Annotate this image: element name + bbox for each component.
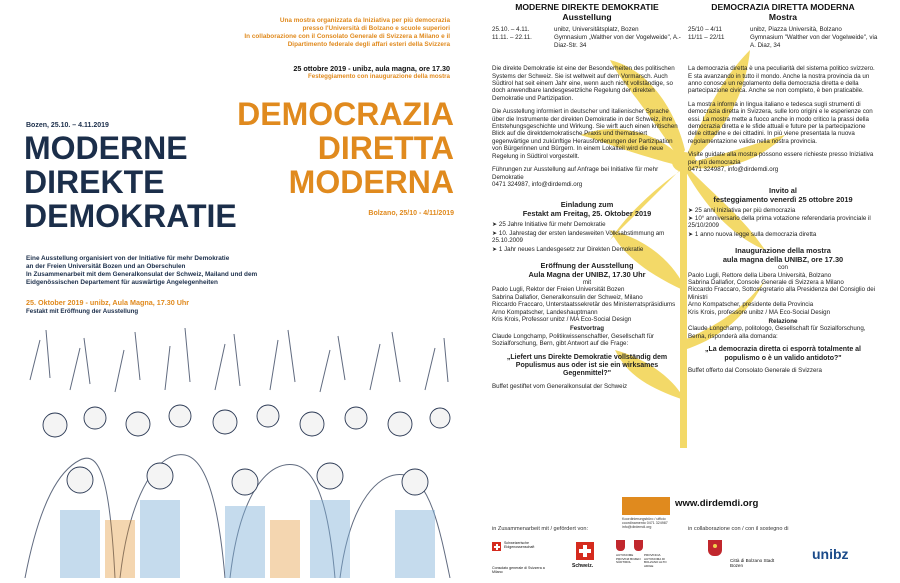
german-paragraph: Die Ausstellung informiert in deutscher und italienischer Sprache über die Instrumente der direkten Demokratie in der Schweiz, ihre Entstehungsgeschichte und Wirkung. Sie wirft auch einen kritischen Blick auf die direktdemokratische Praxis und thematisiert gegenwärtige und zukünftige Herausforderungen der Partizipation von Bürgerinnen und Bürgern. In einem Lokalteil wird die neue Regelung in Südtirol vorgestellt.: [492, 108, 678, 160]
italian-event-date: 25 ottobre 2019 - unibz, aula magna, ore 17.30: [293, 64, 450, 73]
swiss-flag-icon: [576, 542, 594, 560]
swiss-confederation-logo: Schweizerische Eidgenossenschaft Consolato generale di Svizzera a Milano: [492, 541, 545, 574]
italian-schedule-row: 25/10 – 4/11 unibz, Piazza Università, Bolzano: [688, 26, 842, 33]
german-question: „Liefert uns Direkte Demokratie vollständig dem Populismus aus oder ist sie ein wirksames Gegenmittel?": [506, 353, 668, 378]
german-guided-tours: Führungen zur Ausstellung auf Anfrage bei Initiative für mehr Demokratie: [492, 166, 659, 181]
title-de-demokratie: DEMOKRATIE: [24, 198, 237, 234]
province-crest-icon: [634, 540, 643, 551]
german-intro: Eine Ausstellung organisiert von der Initiative für mehr Demokratie an der Freien Universität Bozen und an Oberschulen In Zusammenarbeit mit dem Generalkonsulat der Schweiz, Mailand und dem Eidgenössischen Departement für auswärtige Angelegenheiten: [26, 255, 258, 286]
german-schedule-row: 11.11. – 22.11. Gymnasium „Walther von der Vogelweide", A.-Diaz-Str. 34: [492, 34, 681, 49]
list-item: ➤ 1 Jahr neues Landesgesetz zur Direkten Demokratie: [492, 245, 644, 253]
city-crest-icon: [708, 540, 722, 556]
italian-event-subtitle: Festeggiamento con inaugurazione della mostra: [308, 73, 450, 80]
title-it-moderna: MODERNA: [288, 164, 454, 200]
coordination-text: Koordinierungsbüro / ufficio coordinamento 0471 324987 info@dirdemdi.org: [622, 517, 668, 529]
website-link[interactable]: www.dirdemdi.org: [675, 498, 759, 509]
province-logo: AUTONOME PROVINZ BOZEN SÜDTIROL PROVINCIA AUTONOMA DI BOLZANO ALTO ADIGE: [616, 540, 672, 576]
cooperation-de: in Zusammenarbeit mit / gefördert von:: [492, 526, 589, 532]
italian-column: DEMOCRAZIA DIRETTA MODERNA Mostra 25/10 – 4/11 unibz, Piazza Università, Bolzano 11/11 – 22/11 Gymnasium "Walther von der Vogelweide", via A. Diaz, 34 La democrazia diretta è una peculiarità del sistema politico svizzero. E sta avanzando in tutto il mondo. Anche la nostra provincia da un anno conosce un regolamento della democrazia diretta e della partecipazione civica. Anche se non completo, è ben praticabile. La mostra informa in lingua italiano e tedesca sugli strumenti di democrazia diretta in Svizzera, sulle loro origini e le esperienze con essi. La mostra mette a fuoco anche in modo critico la prassi della democrazia diretta e le sfide attuali e future per la partecipazione delle cittadine e dei cittadini. In più viene presentata la nuova regolamentazione valida nella nostra provincia. Visite guidate alla mostra possono essere richieste presso Iniziativa per più democrazia 0471 324987, info@dirdemdi.org Invito al festeggiamento venerdì 25 ottobre 2019 ➤ 25 anni Iniziativa per più democrazia ➤ 10° anniversario della prima votazione referendaria provinciale il 25/10/2009 ➤ 1 anno nuova legge sulla democrazia diretta Inaugurazione della mostra aula magna della UNIBZ, ore 17.30 con Paolo Lugli, Rettore della Libera Università, Bolzano Sabrina Dallafior, Console Generale di Svizzera a Milano Riccardo Fraccaro, Sottosegretario alla Presidenza del Consiglio dei Ministri Arno Kompatscher, presidente della Provincia Kris Krois, professore unibz / MA Eco-Social Design Relazione Claude Longchamp, politologo, Gesellschaft für Sozialforschung, Berna, risponderà alla domanda: „La democrazia diretta ci esporrà totalmente al populismo o è un valido antidoto?" Buffet offerto dal Consolato Generale di Svizzera: [688, 2, 878, 374]
german-event-subtitle: Festakt mit Eröffnung der Ausstellung: [26, 308, 139, 315]
swiss-cross-icon: [492, 542, 501, 551]
german-speakers: Paolo Lugli, Rektor der Freien Universität Bozen Sabrina Dallafior, Generalkonsulin der Schweiz, Milano Riccardo Fraccaro, Unterstaatssekretär des Ministerratspräsidiums Arno Kompatscher, Landeshauptmann Kris Krois, Professor unibz / MA Eco-Social Design: [492, 286, 676, 323]
crowd-illustration: [20, 320, 460, 578]
italian-dates: Bolzano, 25/10 - 4/11/2019: [368, 210, 454, 217]
title-de-moderne: MODERNE: [24, 130, 188, 166]
italian-paragraph: La democrazia diretta è una peculiarità del sistema politico svizzero. E sta avanzando in tutto il mondo. Anche la nostra provincia da un anno conosce un regolamento della democrazia diretta e della partecipazione civica. Anche se non completo, è ben praticabile.: [688, 65, 875, 95]
title-it-diretta: DIRETTA: [317, 130, 454, 166]
list-item: ➤ 1 anno nuova legge sulla democrazia diretta: [688, 230, 817, 238]
list-item: ➤ 25 anni Iniziativa per più democrazia: [688, 206, 796, 214]
unibz-logo: unibz: [812, 546, 849, 562]
right-panel: [470, 0, 900, 583]
german-event-date: 25. Oktober 2019 - unibz, Aula Magna, 17.30 Uhr: [26, 298, 190, 307]
province-crest-icon: [616, 540, 625, 551]
italian-contact: 0471 324987, info@dirdemdi.org: [688, 166, 779, 174]
german-paragraph: Die direkte Demokratie ist eine der Besonderheiten des politischen Systems der Schweiz. Sie ist weltweit auf dem Vormarsch. Auch Südtirol hat seit einem Jahr eine, wenn auch nicht vollständige, so doch anwendbare landesgesetzliche Regelung der direkten Demokratie und Partizipation.: [492, 65, 675, 102]
list-item: ➤ 25 Jahre Initiative für mehr Demokratie: [492, 221, 606, 229]
italian-schedule-row: 11/11 – 22/11 Gymnasium "Walther von der Vogelweide", via A. Diaz, 34: [688, 34, 878, 49]
list-item: ➤ 10. Jahrestag der ersten landesweiten Volksabstimmung am 25.10.2009: [492, 229, 665, 245]
italian-intro: Una mostra organizzata da Iniziativa per più democrazia presso l'Università di Bolzano e scuole superiori In collaborazione con il Consolato Generale di Svizzera a Milano e il Dipartimento federale degli affari esteri della Svizzera: [244, 17, 450, 48]
german-column: MODERNE DIREKTE DEMOKRATIE Ausstellung 25.10. – 4.11. unibz, Universitätsplatz, Bozen 11.11. – 22.11. Gymnasium „Walther von der Vogelweide", A.-Diaz-Str. 34 Die direkte Demokratie ist eine der Besonderheiten des politischen Systems der Schweiz. Sie ist weltweit auf dem Vormarsch. Auch Südtirol hat seit einem Jahr eine, wenn auch nicht vollständige, so doch anwendbare landesgesetzliche Regelung der direkten Demokratie und Partizipation. Die Ausstellung informiert in deutscher und italienischer Sprache über die Instrumente der direkten Demokratie in der Schweiz, ihre Entstehungsgeschichte und Wirkung. Sie wirft auch einen kritischen Blick auf die direktdemokratische Praxis und thematisiert gegenwärtige und zukünftige Herausforderungen der Partizipation von Bürgerinnen und Bürgern. In einem Lokalteil wird die neue Regelung in Südtirol vorgestellt. Führungen zur Ausstellung auf Anfrage bei Initiative für mehr Demokratie 0471 324987, info@dirdemdi.org Einladung zum Festakt am Freitag, 25. Oktober 2019 ➤ 25 Jahre Initiative für mehr Demokratie ➤ 10. Jahrestag der ersten landesweiten Volksabstimmung am 25.10.2009 ➤ 1 Jahr neues Landesgesetz zur Direkten Demokratie Eröffnung der Ausstellung Aula Magna der UNIBZ, 17.30 Uhr mit Paolo Lugli, Rektor der Freien Universität Bozen Sabrina Dallafior, Generalkonsulin der Schweiz, Milano Riccardo Fraccaro, Unterstaatssekretär des Ministerratspräsidiums Arno Kompatscher, Landeshauptmann Kris Krois, Professor unibz / MA Eco-Social Design Festvortrag Claude Longchamp, Politikwissenschaftler, Gesellschaft für Sozialforschung, Bern, gibt Antwort auf die Frage: „Liefert uns Direkte Demokratie vollständig dem Populismus aus oder ist sie ein wirksames Gegenmittel?" Buffet gestiftet vom Generalkonsulat der Schweiz: [492, 2, 681, 390]
italian-paragraph: La mostra informa in lingua italiano e tedesca sugli strumenti di democrazia diretta in Svizzera, sulle loro origini e le esperienze con essi. La mostra mette a fuoco anche in modo critico la prassi della democrazia diretta e le sfide attuali e future per la partecipazione delle cittadine e dei cittadini. In più viene presentata la nuova regolamentazione valida nella nostra provincia.: [688, 100, 873, 145]
italian-guided-tours: Visite guidate alla mostra possono essere richieste presso Iniziativa per più democrazia: [688, 151, 874, 166]
title-it-democrazia: DEMOCRAZIA: [237, 96, 454, 132]
italian-bullets: [688, 207, 878, 239]
german-schedule-row: 25.10. – 4.11. unibz, Universitätsplatz, Bozen: [492, 26, 639, 33]
german-contact: 0471 324987, info@dirdemdi.org: [492, 180, 583, 188]
german-dates: Bozen, 25.10. – 4.11.2019: [26, 122, 109, 129]
coordination-logo: [622, 497, 670, 515]
cooperation-it: in collaborazione con / con il sostegno di: [688, 526, 789, 532]
italian-speakers: Paolo Lugli, Rettore della Libera Università, Bolzano Sabrina Dallafior, Console Generale di Svizzera a Milano Riccardo Fraccaro, Sottosegretario alla Presidenza del Consiglio dei Ministri Arno Kompatscher, presidente della Provincia Kris Krois, professore unibz / MA Eco-Social Design: [688, 271, 876, 316]
title-de-direkte: DIREKTE: [24, 164, 165, 200]
italian-question: „La democrazia diretta ci esporrà totalmente al populismo o è un valido antidoto?": [705, 346, 861, 362]
german-bullets: [492, 221, 682, 253]
list-item: ➤ 10° anniversario della prima votazione referendaria provinciale il 25/10/2009: [688, 214, 871, 230]
schweiz-logo: Schweiz.: [570, 542, 600, 576]
city-bolzano-logo: Città di Bolzano Stadt Bozen: [708, 540, 788, 576]
